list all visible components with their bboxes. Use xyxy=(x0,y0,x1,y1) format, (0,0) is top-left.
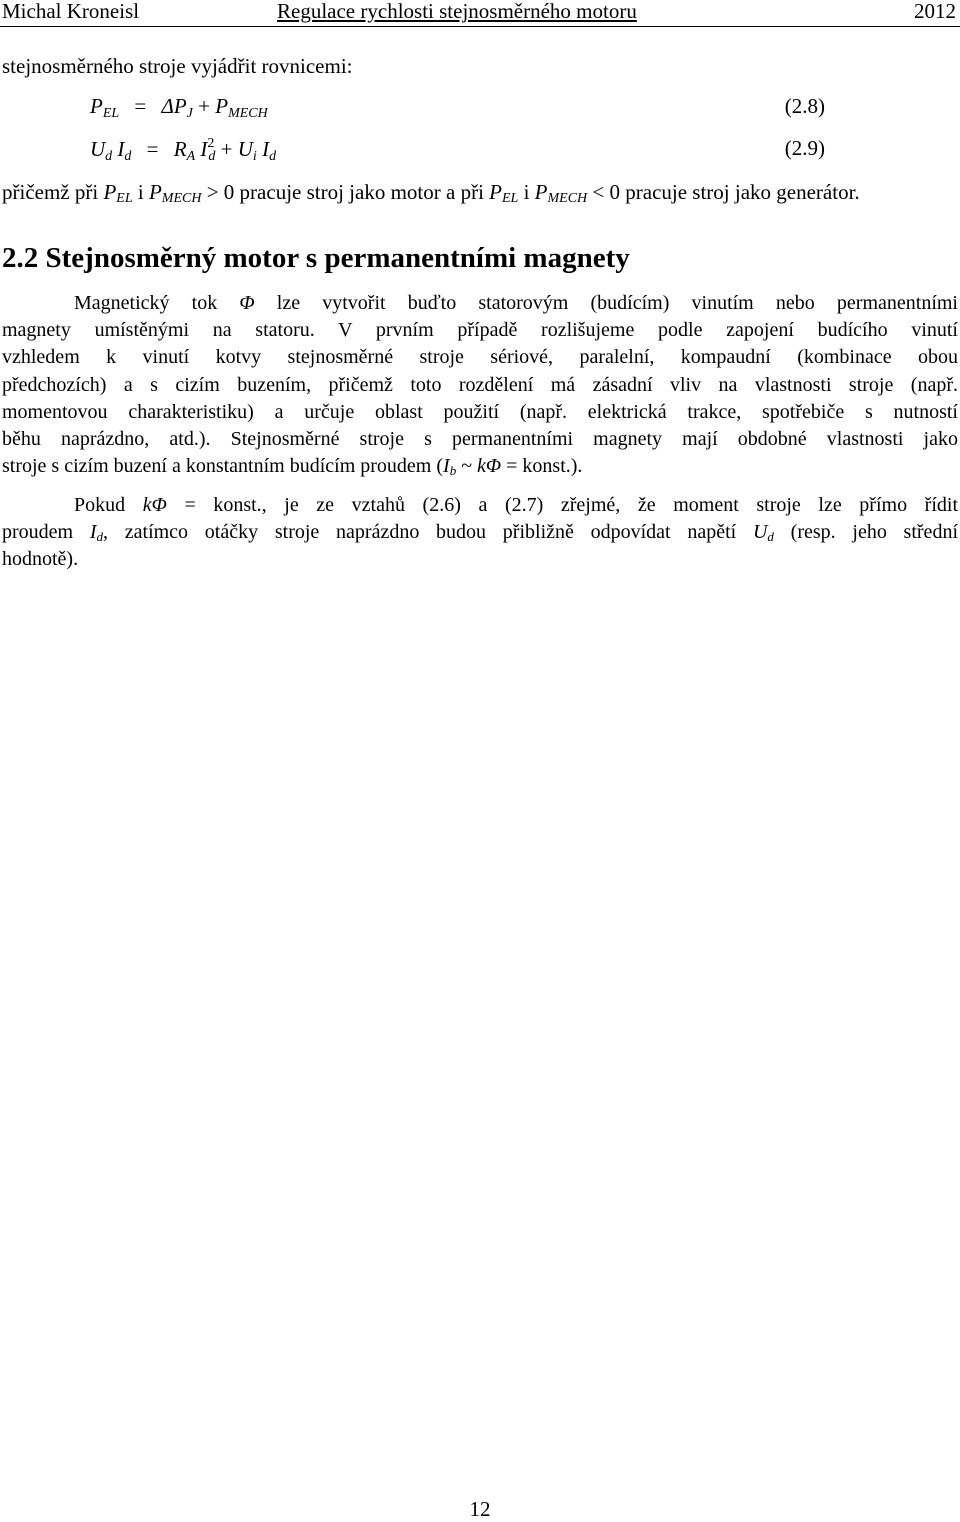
paragraph xyxy=(2,492,958,574)
page-number: 12 xyxy=(469,1497,491,1521)
running-header xyxy=(0,0,960,27)
paragraph-line: Magnetický tok Φ lze vytvořit buďto statorovým (budícím) vinutím nebo permanentními xyxy=(74,292,958,314)
paragraph-line: proudem Id, zatímco otáčky stroje naprázdno budou přibližně odpovídat napětí Ud (resp. jeho střední xyxy=(2,521,958,545)
condition-text: přičemž při PEL i PMECH > 0 pracuje stroj jako motor a při PEL i PMECH < 0 pracuje stroj jako generátor. xyxy=(2,180,860,206)
paragraph-line: momentovou charakteristiku) a určuje oblast použití (např. elektrická trakce, spotřebiče s nutností xyxy=(2,400,958,423)
paragraph xyxy=(2,290,958,480)
paragraph-line: stroje s cizím buzení a konstantním budícím proudem (Ib ~ kΦ = konst.). xyxy=(2,455,583,479)
equation-number: (2.8) xyxy=(784,94,825,118)
header-year: 2012 xyxy=(914,0,956,23)
equation-2-9 xyxy=(90,136,825,166)
paragraph-line: hodnotě). xyxy=(2,548,79,571)
equation-expression: PEL = ΔPJ + PMECH xyxy=(90,94,268,121)
paragraph-line: předchozích) a s cizím buzením, přičemž toto rozdělení má zásadní vliv na vlastnosti stroje (např. xyxy=(2,373,958,396)
equation-2-8 xyxy=(90,94,825,124)
equation-expression: Ud Id = RA $I^2d + Ui$ Id xyxy=(90,136,277,164)
equation-number: (2.9) xyxy=(784,136,825,160)
paragraph-line: vzhledem k vinutí kotvy stejnosměrné stroje sériové, paralelní, kompaudní (kombinace obou xyxy=(2,346,958,369)
paragraph-line: Pokud kΦ = konst., je ze vztahů (2.6) a (2.7) zřejmé, že moment stroje lze přímo řídit xyxy=(74,494,959,516)
header-author: Michal Kroneisl xyxy=(2,0,140,23)
intro-text: stejnosměrného stroje vyjádřit rovnicemi: xyxy=(2,54,353,78)
section-heading: 2.2 Stejnosměrný motor s permanentními magnety xyxy=(2,242,630,274)
paragraph-line: magnety umístěnými na statoru. V prvním případě rozlišujeme podle zapojení budícího vinutí xyxy=(2,319,958,342)
paragraph-line: běhu naprázdno, atd.). Stejnosměrné stroje s permanentními magnety mají obdobné vlastnosti jako xyxy=(2,427,958,450)
header-title: Regulace rychlosti stejnosměrného motoru xyxy=(277,0,637,23)
